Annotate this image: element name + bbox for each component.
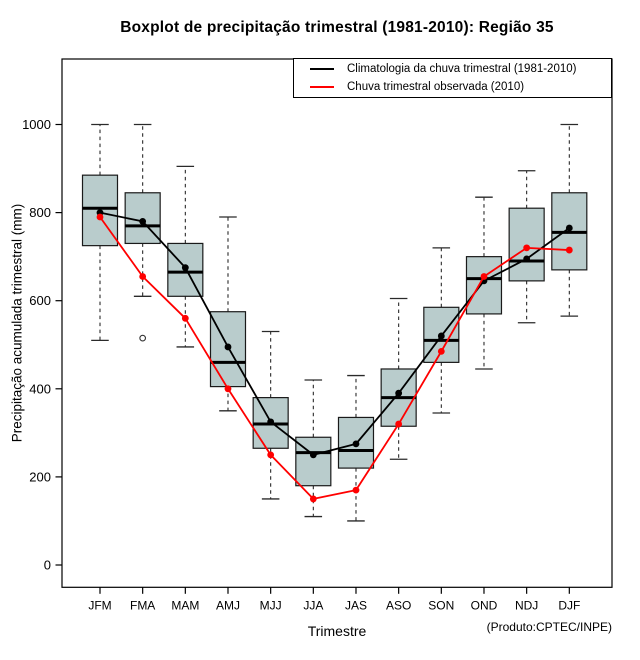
y-tick-label: 0 [43,557,51,573]
series-point [139,273,146,280]
x-tick-label: JAS [344,598,367,613]
iqr-box [466,257,501,314]
x-tick-label: ASO [385,598,412,613]
series-point [395,390,402,397]
y-tick-label: 1000 [22,117,51,132]
series-point [481,273,488,280]
y-axis [22,117,62,573]
series-point [353,440,360,447]
y-tick-label: 400 [29,381,51,397]
x-tick-label: FMA [129,598,156,613]
series-point [97,214,104,221]
boxplot-MJJ [253,332,288,499]
y-axis-label: Precipitação acumulada trimestral (mm) [9,203,25,443]
legend-label: Climatologia da chuva trimestral (1981-2010) [347,63,577,75]
legend-item-climatology [294,61,611,77]
x-tick-label: MJJ [259,598,282,613]
series-point [267,451,274,458]
series-point [225,385,232,392]
outlier-point [140,335,146,341]
boxplot-FMA [125,125,160,341]
series-point [310,496,317,503]
boxplot-JAS [338,376,373,521]
y-tick-label: 200 [29,469,51,485]
boxplot-AMJ [210,217,245,411]
legend-item-observed [294,79,611,95]
series-point [225,344,232,351]
legend [293,58,612,98]
footnote: (Produto:CPTEC/INPE) [486,620,612,634]
boxes [83,125,587,521]
x-tick-label: NDJ [514,598,539,613]
red-line-swatch-icon [310,86,334,88]
x-tick-label: MAM [171,598,200,613]
y-tick-label: 800 [29,205,51,221]
y-tick-label: 600 [29,293,51,309]
series-point [182,264,189,271]
x-tick-label: JJA [303,598,324,613]
x-tick-label: DJF [558,598,581,613]
x-tick-label: AMJ [215,598,240,613]
x-axis [88,587,580,612]
series-point [438,333,445,340]
series-point [310,451,317,458]
series-point [139,218,146,225]
series-point [353,487,360,494]
x-tick-label: SON [428,598,455,613]
boxplot-DJF [552,125,587,317]
series-point [523,255,530,262]
series-point [566,225,573,232]
x-axis-label: Trimestre [307,623,367,639]
boxplot-ASO [381,298,416,459]
series-point [523,244,530,251]
x-tick-label: OND [470,598,498,613]
series-point [395,421,402,428]
series-point [267,418,274,425]
x-tick-label: JFM [88,598,112,613]
boxplot-JFM [83,125,118,341]
black-line-swatch-icon [310,68,334,70]
series-point [438,348,445,355]
chart-title: Boxplot de precipitação trimestral (1981-2010): Região 35 [120,19,554,36]
series-point [566,247,573,254]
series-point [182,315,189,322]
legend-label: Chuva trimestral observada (2010) [347,81,525,93]
